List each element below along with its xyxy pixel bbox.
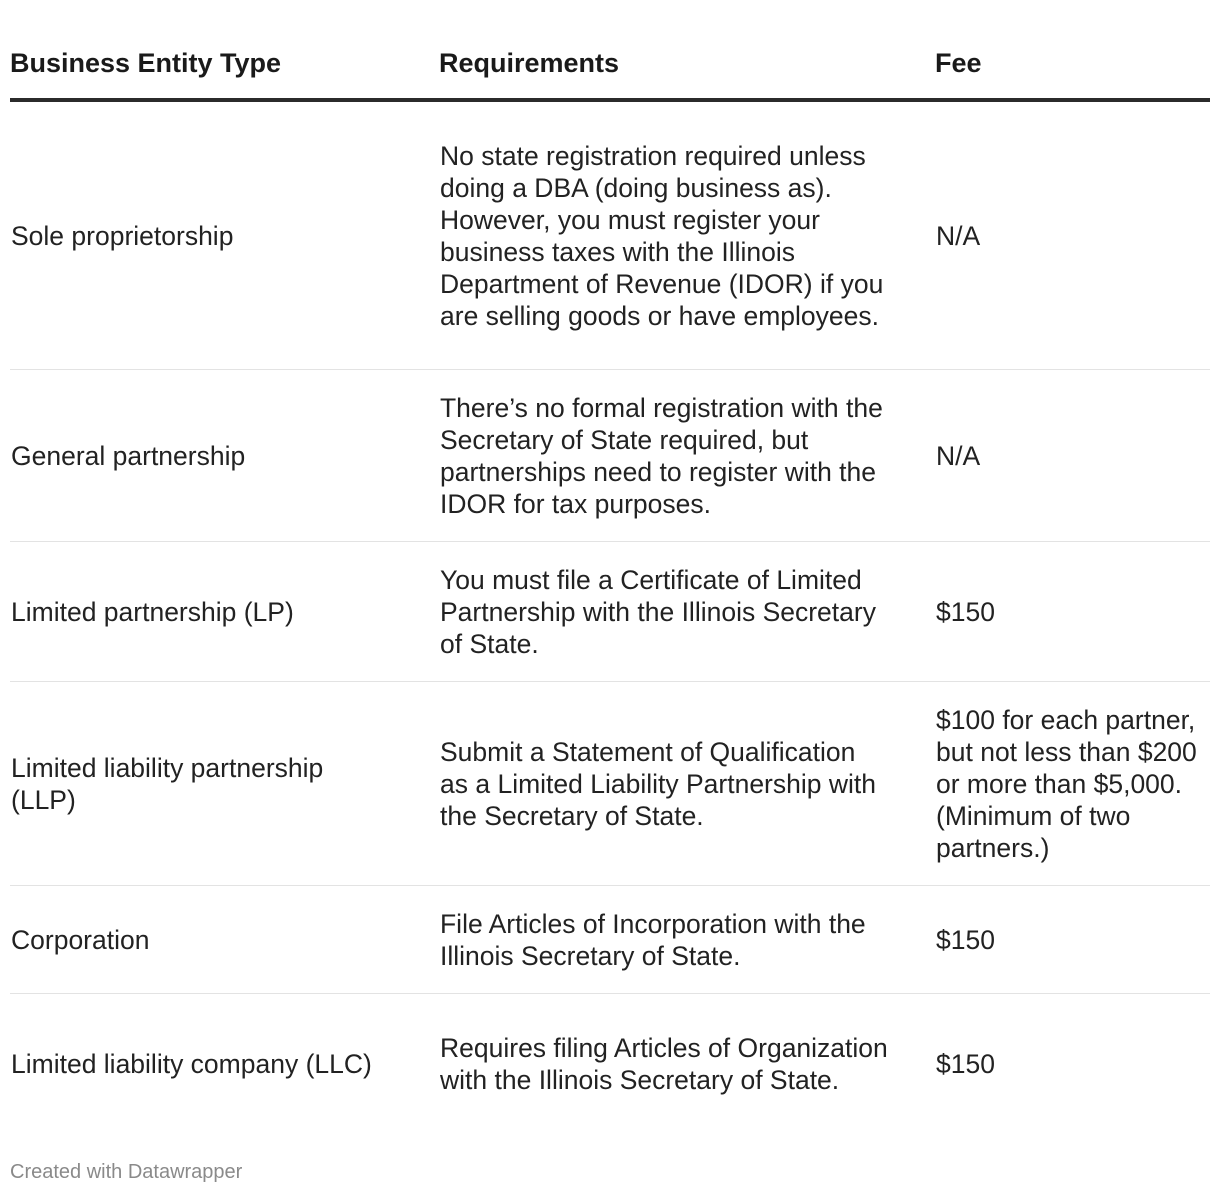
cell-fee: $150 [935,542,1210,682]
table-row [10,994,1210,1134]
cell-entity-type: General partnership [10,370,439,542]
table-row [10,100,1210,370]
header-business-entity-type: Business Entity Type [10,30,439,100]
cell-requirements: Requires filing Articles of Organization with the Illinois Secretary of State. [440,1032,888,1095]
cell-fee: N/A [935,370,1210,542]
cell-requirements: No state registration required unless doing a DBA (doing business as). However, you must register your business taxes with the Illinois Department of Revenue (IDOR) if you are selling goods or have employees. [439,100,935,370]
header-requirements: Requirements [439,30,935,100]
cell-entity-type: Limited liability partnership (LLP) [10,682,439,886]
table-row [10,370,1210,542]
cell-entity-type: Corporation [10,886,439,994]
cell-requirements: File Articles of Incorporation with the Illinois Secretary of State. [439,886,935,994]
cell-requirements: You must file a Certificate of Limited Partnership with the Illinois Secretary of State. [439,542,935,682]
footer-credit: Created with Datawrapper [10,1161,243,1183]
cell-entity-type: Limited partnership (LP) [10,542,439,682]
cell-requirements: There’s no formal registration with the Secretary of State required, but partnerships need to register with the IDOR for tax purposes. [439,370,935,542]
cell-entity-type: Limited liability company (LLC) [11,1048,372,1079]
table-header-row [10,30,1210,100]
header-fee: Fee [935,30,1210,100]
table-row [10,682,1210,886]
cell-fee: $100 for each partner, but not less than $200 or more than $5,000. (Minimum of two partners.) [935,682,1210,886]
business-entity-table [10,30,1210,1133]
table-row [10,542,1210,682]
cell-requirements: Submit a Statement of Qualification as a Limited Liability Partnership with the Secretary of State. [439,682,935,886]
cell-fee: $150 [935,886,1210,994]
table-row [10,886,1210,994]
cell-fee: N/A [935,100,1210,370]
cell-fee: $150 [936,1048,995,1079]
cell-entity-type: Sole proprietorship [10,100,439,370]
entity-table-container [10,30,1210,1133]
